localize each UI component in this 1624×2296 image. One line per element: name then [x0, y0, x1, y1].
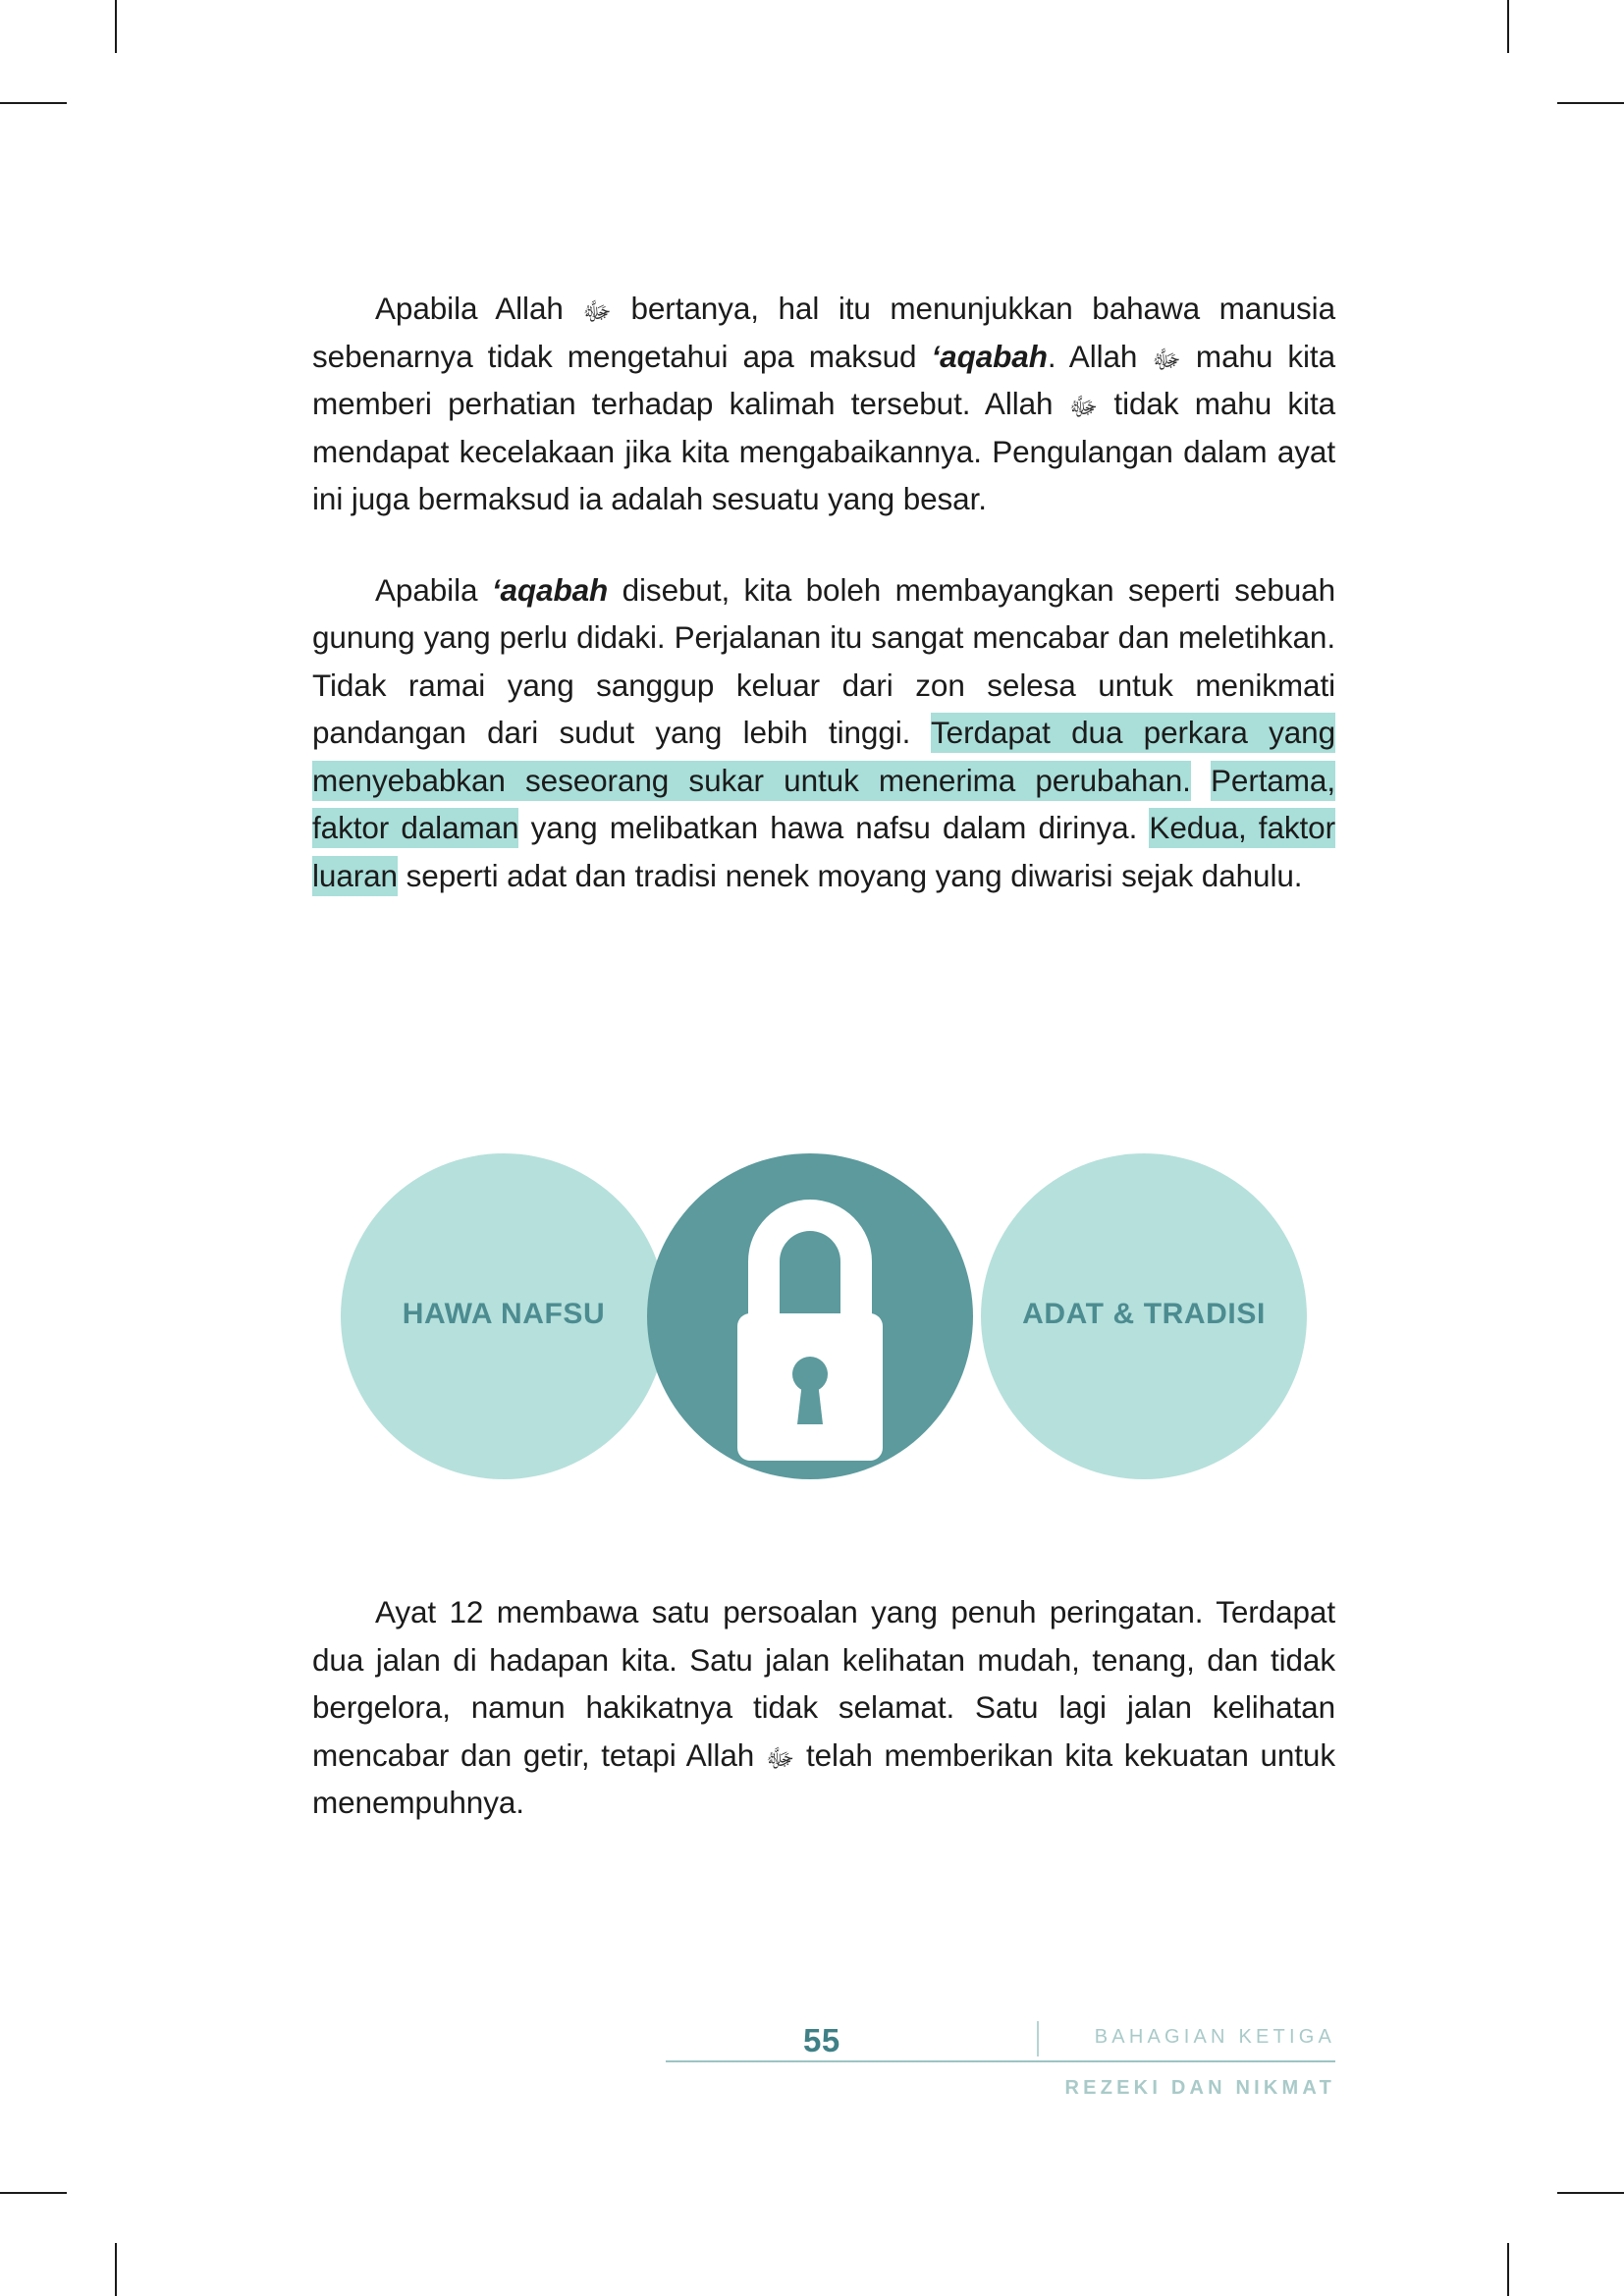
term-aqabah: ‘aqabah — [931, 338, 1048, 374]
page-number: 55 — [803, 2022, 840, 2058]
paragraph-3 — [312, 1588, 1335, 1827]
allah-glyph-icon: ﷻ — [1152, 345, 1181, 375]
crop-mark-bottom-left-vertical — [115, 2243, 117, 2296]
crop-mark-top-right-horizontal — [1557, 102, 1624, 104]
crop-mark-bottom-right-vertical — [1507, 2243, 1509, 2296]
text-run: mahu kita memberi perhatian terhadap kalimah tersebut. Allah — [312, 338, 1336, 421]
paragraph-1 — [312, 285, 1335, 523]
allah-glyph-icon: ﷻ — [1068, 393, 1099, 422]
text-run: yang melibatkan hawa nafsu dalam dirinya. — [518, 810, 1150, 845]
footer-section-title: BAHAGIAN KETIGA — [1094, 2026, 1335, 2048]
crop-mark-bottom-right-horizontal — [1557, 2192, 1624, 2194]
text-run: Ayat 12 membawa satu persoalan yang penuh peringatan. Terdapat dua jalan di hadapan kita. Satu jalan kelihatan mudah, tenang, dan tidak bergelora, namun hakikatnya tidak selamat. Satu lagi jalan kelihatan mencabar dan getir, tetapi Allah — [312, 1594, 1335, 1773]
term-aqabah: ‘aqabah — [491, 571, 609, 608]
crop-mark-top-left-vertical — [115, 0, 117, 53]
text-run: Apabila — [375, 571, 492, 608]
circle-label-adat-tradisi: ADAT & TRADISI — [1022, 1298, 1266, 1330]
text-run: . Allah — [1047, 338, 1153, 374]
body-text-column — [312, 285, 1335, 899]
paragraph-2 — [312, 566, 1335, 900]
text-run: Apabila Allah — [375, 291, 583, 326]
text-run: tidak mahu kita mendapat kecelakaan jika kita mengabaikannya. Pengulangan dalam ayat ini juga bermaksud ia adalah sesuatu yang besar. — [312, 386, 1336, 516]
footer-subsection-title: REZEKI DAN NIKMAT — [1064, 2077, 1335, 2099]
crop-mark-bottom-left-horizontal — [0, 2192, 67, 2194]
crop-mark-top-right-vertical — [1507, 0, 1509, 53]
allah-glyph-icon: ﷻ — [765, 1743, 795, 1774]
highlighted-text: Pertama, faktor dalaman — [312, 761, 1335, 849]
circle-label-hawa-nafsu: HAWA NAFSU — [402, 1298, 606, 1330]
footer-divider — [666, 2060, 1335, 2062]
footer-separator-bar — [1037, 2021, 1039, 2056]
venn-diagram — [312, 1148, 1335, 1512]
body-text-column-lower — [312, 1588, 1335, 1827]
text-run: bertanya, hal itu menunjukkan bahawa manusia sebenarnya tidak mengetahui apa maksud — [312, 291, 1336, 374]
highlighted-text: Kedua, faktor luaran — [312, 808, 1335, 896]
allah-glyph-icon: ﷻ — [582, 297, 612, 327]
text-run: seperti adat dan tradisi nenek moyang yang diwarisi sejak dahulu. — [397, 857, 1303, 893]
text-run: telah memberikan kita kekuatan untuk menempuhnya. — [312, 1736, 1335, 1820]
crop-mark-top-left-horizontal — [0, 102, 67, 104]
lock-icon — [647, 1153, 973, 1479]
page-footer — [666, 2016, 1335, 2124]
text-run: disebut, kita boleh membayangkan seperti sebuah gunung yang perlu didaki. Perjalanan itu sangat mencabar dan meletihkan. Tidak ramai yang sanggup keluar dari zon selesa untuk menikmati pandangan dari sudut yang lebih tinggi. — [312, 571, 1335, 750]
text-run — [1191, 763, 1211, 798]
highlighted-text: Terdapat dua perkara yang menyebabkan seseorang sukar untuk menerima perubahan. — [312, 713, 1335, 801]
